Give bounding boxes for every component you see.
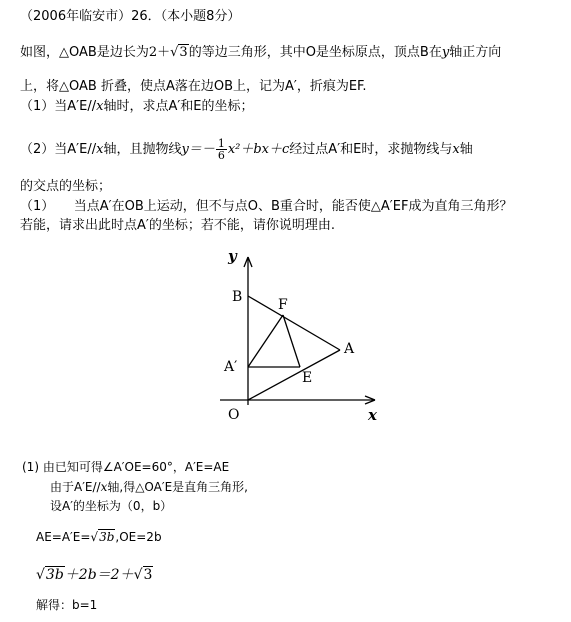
- radicand: 3: [143, 567, 153, 583]
- parabola-eq-right: x²＋bx＋c: [227, 142, 290, 157]
- label-Aprime: A′: [224, 359, 238, 375]
- side-length-integer: 2＋: [148, 45, 171, 60]
- solution-text: 由于A′E//: [50, 480, 101, 494]
- geometry-figure: [210, 245, 390, 435]
- solution-line-5: [36, 566, 153, 584]
- var-x: x: [96, 99, 104, 114]
- problem-text: 的等边三角形，其中O是坐标原点，顶点B在: [188, 45, 442, 60]
- label-O: O: [228, 407, 240, 423]
- sqrt-expr: √3b: [90, 530, 115, 544]
- question-text: 轴时，求点A′和E的坐标；: [103, 99, 254, 114]
- question-2-cont: 的交点的坐标；: [20, 179, 112, 194]
- var-x: x: [452, 142, 460, 157]
- problem-line-2: 上，将△OAB 折叠，使点A落在边OB上，记为A′，折痕为EF.: [20, 79, 367, 94]
- label-A: A: [344, 341, 355, 357]
- problem-text: 如图，△OAB是边长为: [20, 45, 149, 60]
- problem-line-1: [20, 44, 501, 62]
- label-F: F: [278, 297, 288, 313]
- solution-text: AE=A′E=: [36, 530, 91, 544]
- parabola-eq-left: y＝－: [181, 142, 215, 157]
- segment-AprimeF: [248, 315, 283, 367]
- problem-text: 轴正方向: [449, 45, 502, 60]
- solution-line-2: [50, 478, 248, 496]
- solution-line-1: (1) 由已知可得∠A′OE=60°，A′E=AE: [22, 460, 230, 474]
- question-text: 经过点A′和E时，求抛物线与: [289, 142, 453, 157]
- solution-line-6: 解得：b=1: [36, 598, 98, 612]
- solution-line-3: 设A′的坐标为（0，b）: [50, 499, 173, 513]
- question-1: [20, 98, 254, 116]
- label-E: E: [302, 370, 313, 386]
- radicand: 3: [179, 45, 188, 60]
- question-text: （2）当A′E//: [20, 142, 97, 157]
- question-3-cont: 若能，请求出此时点A′的坐标；若不能，请你说明理由.: [20, 218, 335, 233]
- label-x: x: [368, 406, 377, 424]
- sqrt-expr: √3b: [36, 567, 64, 583]
- question-text: 轴，且抛物线: [103, 142, 182, 157]
- question-text: （1）当A′E//: [20, 99, 97, 114]
- var-y: y: [441, 45, 450, 60]
- radicand: 3b: [99, 530, 115, 544]
- question-text: 轴: [459, 142, 473, 157]
- var-x: x: [100, 480, 108, 494]
- fraction-numerator: 1: [217, 137, 225, 150]
- fraction-denominator: 6: [217, 149, 225, 162]
- fraction: [216, 138, 227, 161]
- sqrt-expr: √3: [170, 45, 188, 60]
- solution-text: 轴,得△OA′E是直角三角形,: [107, 480, 248, 494]
- question-2: [20, 138, 473, 161]
- fold-line-EF: [283, 315, 300, 367]
- problem-header: （2006年临安市）26．（本小题8分）: [20, 9, 241, 24]
- solution-text: ,OE=2b: [115, 530, 162, 544]
- var-x: x: [96, 142, 104, 157]
- sqrt-expr: √3: [133, 567, 153, 583]
- question-3: （1） 当点A′在OB上运动，但不与点O、B重合时，能否使△A′EF成为直角三角形？: [20, 199, 513, 214]
- segment-BA: [248, 296, 340, 350]
- label-y: y: [228, 247, 237, 265]
- label-B: B: [232, 289, 243, 305]
- radicand: 3b: [45, 567, 64, 583]
- side-length-expr: [149, 44, 189, 60]
- equation-text: ＋2b＝2＋: [64, 567, 134, 583]
- solution-line-4: [36, 528, 162, 546]
- segment-OA: [248, 350, 340, 400]
